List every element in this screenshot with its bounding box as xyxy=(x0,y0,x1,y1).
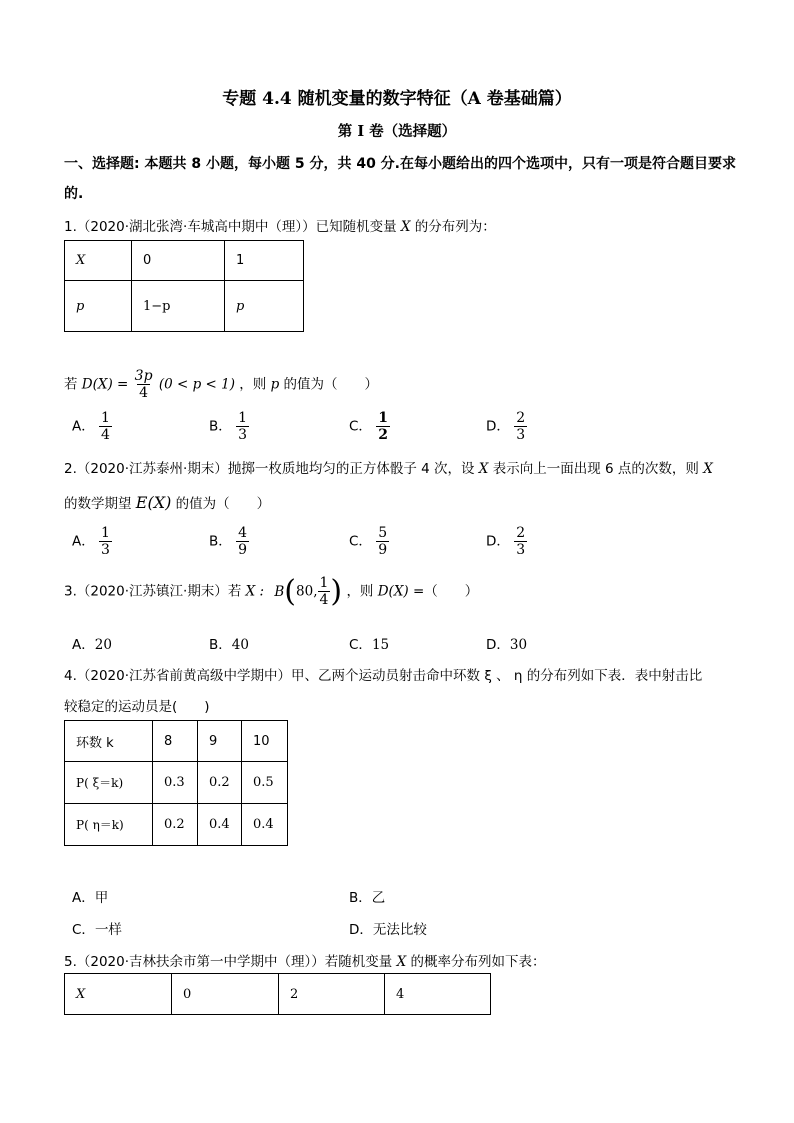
table-cell: p xyxy=(65,281,132,332)
question-2-stem: 2.（2020·江苏泰州·期末）抛掷一枚质地均匀的正方体骰子 4 次，设 X 表示向上一面出现 6 点的次数，则 X xyxy=(64,461,713,477)
question-1-stem: 1.（2020·湖北张湾·车城高中期中（理））已知随机变量 X 的分布列为： xyxy=(64,219,496,235)
table-cell: X xyxy=(65,241,132,281)
q3-option-d[interactable]: D．30 xyxy=(486,637,528,653)
table-cell: 0.3 xyxy=(153,762,198,804)
section-heading-cont: 的. xyxy=(64,186,84,202)
fraction: $\frac{3p}{4}$ xyxy=(134,368,153,401)
q4-option-c[interactable]: C．一样 xyxy=(72,922,122,938)
question-1-condition: 若 D(X) = $\frac{3p}{4}$ (0 < p < 1) ，则 p 的值为（ ） xyxy=(64,368,379,401)
table-cell: p xyxy=(225,281,304,332)
question-5-table xyxy=(64,973,491,1015)
table-cell: X xyxy=(65,974,172,1015)
q4-option-b[interactable]: B．乙 xyxy=(349,890,386,906)
table-cell: 4 xyxy=(385,974,491,1015)
q2-option-a[interactable]: A． $\frac{1}{3}$ xyxy=(72,525,110,558)
question-4-stem: 4.（2020·江苏省前黄高级中学期中）甲、乙两个运动员射击命中环数 ξ 、 η 的分布列如下表．表中射击比 xyxy=(64,668,703,684)
page-subtitle: 第 I 卷（选择题） xyxy=(337,123,457,140)
question-4-stem-cont: 较稳定的运动员是( ) xyxy=(64,699,210,715)
q1-option-c[interactable]: C． $\frac{1}{2}$ xyxy=(349,410,388,443)
page-title: 专题 4.4 随机变量的数字特征（A 卷基础篇） xyxy=(222,89,572,109)
table-cell: 1 xyxy=(225,241,304,281)
question-3-stem: 3.（2020·江苏镇江·期末）若 X : B(80, $\frac{1}{4}$ ) ，则 D(X) =（ ） xyxy=(64,574,479,609)
table-cell: 8 xyxy=(153,721,198,762)
table-cell: 0.5 xyxy=(242,762,288,804)
table-cell: 0 xyxy=(132,241,225,281)
question-2-stem-cont: 的数学期望 E(X) 的值为（ ） xyxy=(64,493,271,512)
q3-option-a[interactable]: A．20 xyxy=(72,637,112,653)
table-cell: P( η＝k) xyxy=(65,804,153,846)
q4-option-a[interactable]: A．甲 xyxy=(72,890,109,906)
question-4-table xyxy=(64,720,288,846)
q3-option-c[interactable]: C．15 xyxy=(349,637,390,653)
question-5-stem: 5.（2020·吉林扶余市第一中学期中（理））若随机变量 X 的概率分布列如下表： xyxy=(64,954,546,970)
q2-option-d[interactable]: D． $\frac{2}{3}$ xyxy=(486,525,526,558)
q3-option-b[interactable]: B．40 xyxy=(209,637,249,653)
table-cell: P( ξ＝k) xyxy=(65,762,153,804)
table-cell: 9 xyxy=(198,721,242,762)
q2-option-b[interactable]: B． $\frac{4}{9}$ xyxy=(209,525,247,558)
table-cell: 0 xyxy=(172,974,279,1015)
table-cell: 2 xyxy=(279,974,385,1015)
table-cell: 0.2 xyxy=(198,762,242,804)
q1-option-d[interactable]: D． $\frac{2}{3}$ xyxy=(486,410,526,443)
table-cell: 10 xyxy=(242,721,288,762)
table-cell: 0.2 xyxy=(153,804,198,846)
q1-option-a[interactable]: A． $\frac{1}{4}$ xyxy=(72,410,110,443)
section-heading: 一、选择题: 本题共 8 小题，每小题 5 分，共 40 分.在每小题给出的四个选项中，只有一项是符合题目要求 xyxy=(64,156,736,172)
table-cell: 0.4 xyxy=(242,804,288,846)
table-cell: 环数 k xyxy=(65,721,153,762)
question-1-table xyxy=(64,240,304,332)
q4-option-d[interactable]: D．无法比较 xyxy=(349,922,427,938)
table-cell: 1−p xyxy=(132,281,225,332)
table-cell: 0.4 xyxy=(198,804,242,846)
q1-option-b[interactable]: B． $\frac{1}{3}$ xyxy=(209,410,247,443)
q2-option-c[interactable]: C． $\frac{5}{9}$ xyxy=(349,525,388,558)
